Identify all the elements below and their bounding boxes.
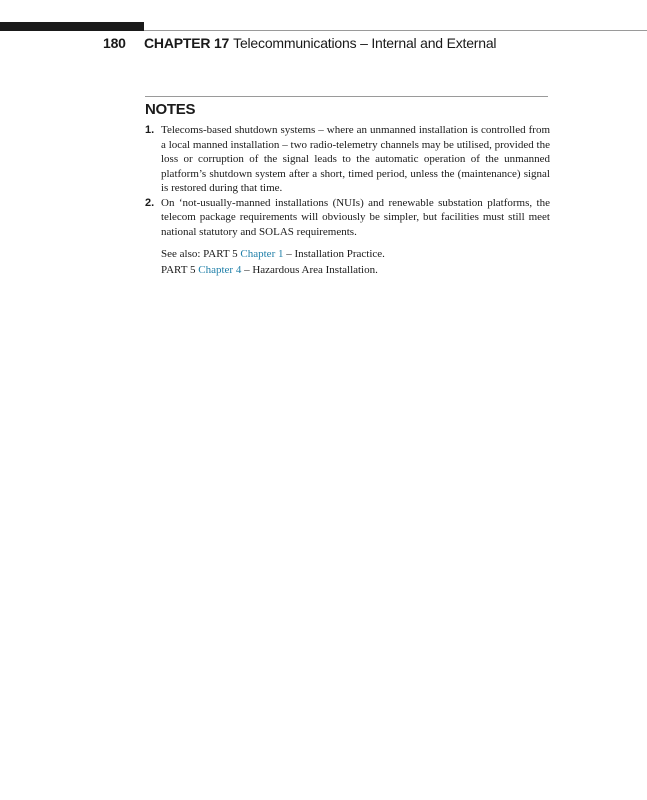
page-number: 180: [103, 35, 126, 51]
see-also-line-1: [161, 246, 551, 262]
chapter-1-link[interactable]: Chapter 1: [240, 248, 284, 260]
see-also: [161, 246, 551, 278]
chapter-4-link[interactable]: Chapter 4: [198, 264, 242, 276]
note-text: Telecoms-based shutdown systems – where an unmanned installation is controlled from a local manned installation – two radio-telemetry channels may be utilised, provided the loss or corruption of the signal leads to the automatic operation of the unmanned platform’s shutdown system after a short, timed period, unless the (maintenance) signal is restored during that time.: [161, 124, 550, 194]
notes-heading: NOTES: [145, 101, 196, 118]
see-also-suffix: – Installation Practice.: [283, 248, 385, 260]
see-also-suffix: – Hazardous Area Installation.: [241, 264, 378, 276]
note-number: 2.: [145, 196, 155, 209]
notes-divider: [145, 96, 548, 97]
see-also-prefix: See also: PART 5: [161, 248, 241, 260]
note-item: [145, 123, 550, 196]
see-also-line-2: [161, 262, 551, 278]
chapter-title: Telecommunications – Internal and External: [233, 35, 497, 51]
note-text: On ‘not-usually-manned installations (NUIs) and renewable substation platforms, the telecom package requirements will obviously be simpler, but facilities must still meet national statutory and SOLAS requirements.: [161, 196, 550, 238]
see-also-prefix: PART 5: [161, 264, 199, 276]
chapter-label: CHAPTER 17: [144, 35, 230, 51]
header-bar: [0, 22, 144, 31]
note-item: [145, 196, 550, 240]
header-rule: [144, 30, 647, 31]
running-head: [103, 35, 496, 51]
notes-list: [145, 123, 550, 239]
note-number: 1.: [145, 124, 155, 136]
